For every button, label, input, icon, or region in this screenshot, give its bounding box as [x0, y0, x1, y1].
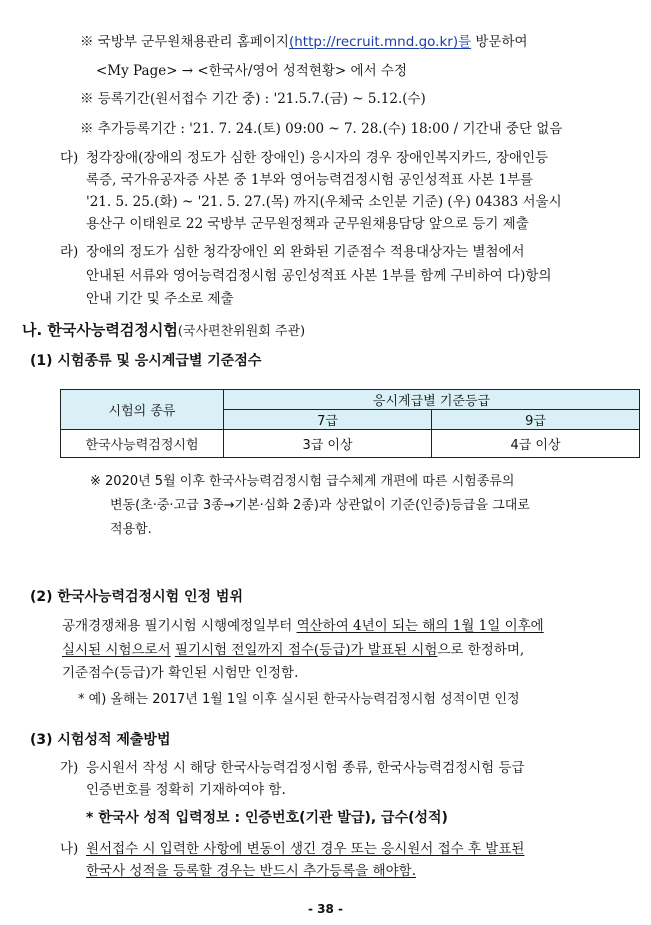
sub3-bold-info: * 한국사 성적 입력정보 : 인증번호(기관 발급), 급수(성적) [86, 810, 448, 826]
sub3-na-line-2: 한국사 성적을 등록할 경우는 반드시 추가등록을 해야함. [86, 863, 416, 879]
sub3-heading: (3) 시험성적 제출방법 [30, 732, 171, 748]
note1-line-3: 적용함. [110, 522, 152, 537]
table-header-grade9: 9급 [432, 410, 640, 430]
item-da-line-2: 록증, 국가유공자증 사본 중 1부와 영어능력검정시험 공인성적표 사본 1부를 [86, 172, 534, 188]
sub1-heading: (1) 시험종류 및 응시계급별 기준점수 [30, 353, 262, 369]
top-note-additional-period: ※ 추가등록기간 : '21. 7. 24.(토) 09:00 ~ 7. 28.(수) 18:00 / 기간내 중단 없음 [80, 121, 563, 137]
item-ra-line-1: 장애의 정도가 심한 청각장애인 외 완화된 기준점수 적용대상자는 별첨에서 [86, 244, 525, 260]
table-row-name: 한국사능력검정시험 [61, 430, 224, 458]
section-na-note: (국사편찬위원회 주관) [177, 324, 306, 339]
sub2-line-1-underlined: 역산하여 4년이 되는 해의 1월 1일 이후에 [296, 618, 544, 634]
table-cell-grade7: 3급 이상 [224, 430, 432, 458]
table-header-grade7: 7급 [224, 410, 432, 430]
table-header-group: 응시계급별 기준등급 [224, 390, 640, 410]
sub3-ga-line-2: 인증번호를 정확히 기재하여야 함. [86, 782, 286, 798]
sub2-line-1 [62, 617, 544, 635]
sub2-line-1-pre: 공개경쟁채용 필기시험 시행예정일부터 [62, 618, 297, 634]
item-ra-line-2: 안내된 서류와 영어능력검정시험 공인성적표 사본 1부를 함께 구비하여 다)항의 [86, 268, 552, 284]
sub3-ga-marker: 가) [60, 760, 79, 776]
sub2-line-2 [62, 641, 524, 659]
top-note-homepage-post: 방문하여 [471, 34, 528, 50]
top-note-homepage-text: ※ 국방부 군무원채용관리 홈페이지 [80, 34, 289, 50]
item-ra-marker: 라) [60, 244, 79, 260]
sub2-line-2-post: 으로 한정하며, [437, 642, 525, 658]
recruit-homepage-link[interactable]: (http://recruit.mnd.go.kr)를 [288, 34, 472, 50]
score-table [60, 389, 640, 458]
item-da-marker: 다) [60, 150, 79, 166]
sub2-line-2-underlined-a: 실시된 시험으로서 [62, 642, 171, 658]
table-header-type: 시험의 종류 [61, 390, 224, 430]
note1-line-1: ※ 2020년 5월 이후 한국사능력검정시험 급수체계 개편에 따른 시험종류의 [90, 474, 515, 489]
sub2-line-3: 기준점수(등급)가 확인된 시험만 인정함. [62, 665, 299, 681]
top-note-register-period: ※ 등록기간(원서접수 기간 중) : '21.5.7.(금) ~ 5.12.(수) [80, 91, 426, 107]
top-note-mypage: <My Page> → <한국사/영어 성적현황> 에서 수정 [96, 63, 407, 79]
sub3-ga-line-1: 응시원서 작성 시 해당 한국사능력검정시험 종류, 한국사능력검정시험 등급 [86, 760, 525, 776]
sub2-line-2-underlined-b: 필기시험 전일까지 점수(등급)가 발표된 시험 [174, 642, 438, 658]
page-number: - 38 - [307, 902, 343, 916]
item-da-line-1: 청각장애(장애의 정도가 심한 장애인) 응시자의 경우 장애인복지카드, 장애인등 [86, 150, 549, 166]
item-da-line-4: 용산구 이태원로 22 국방부 군무원정책과 군무원채용담당 앞으로 등기 제출 [86, 216, 529, 232]
item-ra-line-3: 안내 기간 및 주소로 제출 [86, 291, 234, 307]
section-na-heading [22, 321, 305, 341]
sub2-heading: (2) 한국사능력검정시험 인정 범위 [30, 589, 243, 605]
table-cell-grade9: 4급 이상 [432, 430, 640, 458]
item-da-line-3: '21. 5. 25.(화) ~ '21. 5. 27.(목) 까지(우체국 소인분 기준) (우) 04383 서울시 [86, 194, 562, 210]
note1-line-2: 변동(초·중·고급 3종→기본·심화 2종)과 상관없이 기준(인증)등급을 그대로 [110, 498, 530, 513]
section-na-title: 나. 한국사능력검정시험 [22, 321, 178, 339]
sub2-example: * 예) 올해는 2017년 1월 1일 이후 실시된 한국사능력검정시험 성적이면 인정 [78, 692, 520, 707]
sub3-na-line-1: 원서접수 시 입력한 사항에 변동이 생긴 경우 또는 응시원서 접수 후 발표된 [86, 841, 525, 857]
sub3-na-marker: 나) [60, 841, 79, 857]
top-note-homepage [80, 33, 528, 51]
